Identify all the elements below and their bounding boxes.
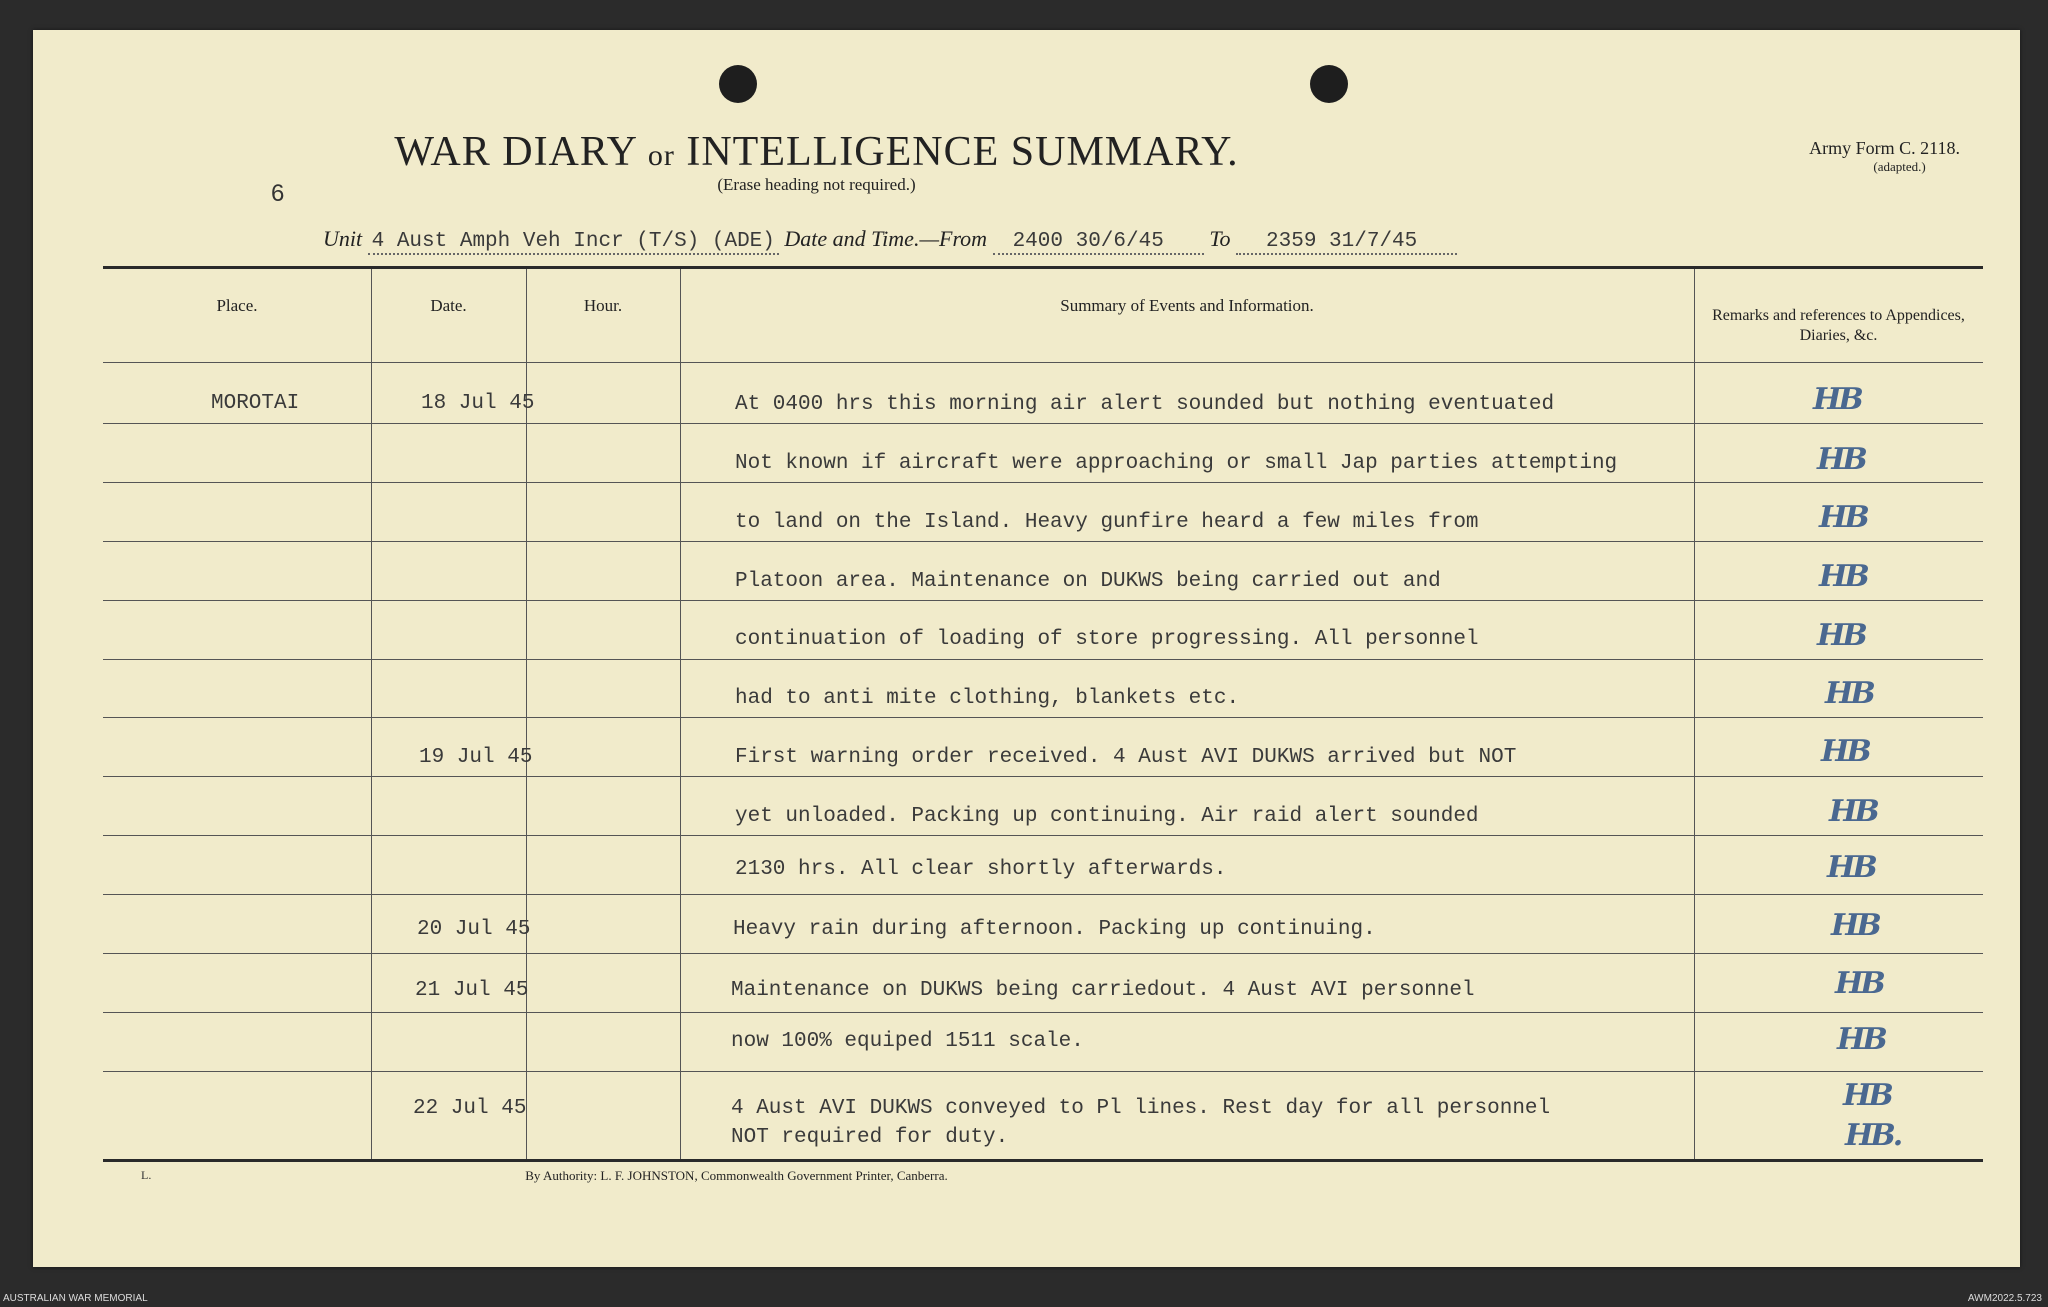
- col-divider: [1694, 266, 1695, 1162]
- col-header-remarks: Remarks and references to Appendices, Diaries, &c.: [1712, 307, 1965, 344]
- punch-hole-left: [719, 65, 757, 103]
- table-bottom-rule: [103, 1159, 1983, 1162]
- archive-reference: AWM2022.5.723: [1967, 1293, 2042, 1304]
- cell-summary: First warning order received. 4 Aust AVI DUKWS arrived but NOT: [735, 746, 1517, 769]
- col-divider: [680, 266, 681, 1162]
- cell-date: 22 Jul 45: [413, 1097, 527, 1120]
- cell-date: 18 Jul 45: [421, 392, 535, 415]
- initials-signature: HB: [1813, 382, 1861, 417]
- unit-value: 4 Aust Amph Veh Incr (T/S) (ADE): [368, 230, 779, 255]
- date-time-label: Date and Time.—From: [784, 226, 988, 251]
- cell-summary: 2130 hrs. All clear shortly afterwards.: [735, 858, 1227, 881]
- initials-signature: HB: [1835, 966, 1883, 1001]
- initials-signature: HB: [1825, 676, 1873, 711]
- footer-mark: L.: [141, 1168, 152, 1182]
- cell-summary: had to anti mite clothing, blankets etc.: [735, 687, 1240, 710]
- cell-summary: yet unloaded. Packing up continuing. Air raid alert sounded: [735, 805, 1479, 828]
- diary-page: [33, 30, 2020, 1267]
- row-rule: [103, 541, 1983, 542]
- row-rule: [103, 1012, 1983, 1013]
- col-divider: [371, 266, 372, 1162]
- form-title: [0, 128, 1810, 176]
- initials-signature: HB.: [1845, 1118, 1901, 1153]
- punch-hole-right: [1310, 65, 1348, 103]
- initials-signature: HB: [1827, 850, 1875, 885]
- col-header-hour: Hour.: [583, 296, 623, 315]
- army-form-label: [1809, 138, 1960, 175]
- army-form-number: Army Form C. 2118.: [1809, 138, 1960, 158]
- to-label: To: [1209, 226, 1231, 251]
- cell-summary: Not known if aircraft were approaching or small Jap parties attempting: [735, 452, 1618, 475]
- header-rule: [103, 362, 1983, 363]
- printer-authority: By Authority: L. F. JOHNSTON, Commonwealth Government Printer, Canberra.: [525, 1168, 948, 1183]
- initials-signature: HB: [1837, 1022, 1885, 1057]
- table-top-rule: [103, 266, 1983, 269]
- title-or: or: [647, 139, 675, 172]
- cell-summary: NOT required for duty.: [731, 1126, 1009, 1149]
- row-rule: [103, 600, 1983, 601]
- title-war-diary: WAR DIARY: [394, 129, 637, 175]
- row-rule: [103, 717, 1983, 718]
- col-header-place: Place.: [216, 296, 258, 315]
- cell-date: 21 Jul 45: [415, 979, 529, 1002]
- col-header-date: Date.: [430, 296, 467, 315]
- cell-summary: 4 Aust AVI DUKWS conveyed to Pl lines. Rest day for all personnel: [731, 1097, 1551, 1120]
- cell-summary: Platoon area. Maintenance on DUKWS being carried out and: [735, 570, 1441, 593]
- cell-summary: Heavy rain during afternoon. Packing up continuing.: [733, 918, 1376, 941]
- unit-line: [323, 226, 1623, 260]
- row-rule: [103, 894, 1983, 895]
- initials-signature: HB: [1817, 442, 1865, 477]
- col-header-summary: Summary of Events and Information.: [1060, 296, 1314, 315]
- initials-signature: HB: [1843, 1078, 1891, 1113]
- initials-signature: HB: [1821, 734, 1869, 769]
- initials-signature: HB: [1819, 500, 1867, 535]
- army-form-adapted: (adapted.): [1873, 159, 1926, 174]
- row-rule: [103, 423, 1983, 424]
- initials-signature: HB: [1817, 618, 1865, 653]
- row-rule: [103, 953, 1983, 954]
- erase-note: (Erase heading not required.): [717, 175, 916, 194]
- to-value: 2359 31/7/45: [1236, 230, 1457, 255]
- cell-date: 20 Jul 45: [417, 918, 531, 941]
- from-value: 2400 30/6/45: [993, 230, 1204, 255]
- cell-date: 19 Jul 45: [419, 746, 533, 769]
- row-rule: [103, 659, 1983, 660]
- cell-summary: continuation of loading of store progressing. All personnel: [735, 628, 1479, 651]
- cell-summary: At 0400 hrs this morning air alert sounded but nothing eventuated: [735, 393, 1555, 416]
- initials-signature: HB: [1819, 559, 1867, 594]
- initials-signature: HB: [1831, 908, 1879, 943]
- cell-summary: to land on the Island. Heavy gunfire heard a few miles from: [735, 511, 1479, 534]
- unit-label: Unit: [323, 226, 363, 251]
- page-number: 6: [271, 180, 285, 207]
- row-rule: [103, 482, 1983, 483]
- row-rule: [103, 1071, 1983, 1072]
- cell-summary: Maintenance on DUKWS being carriedout. 4 Aust AVI personnel: [731, 979, 1475, 1002]
- archive-credit: AUSTRALIAN WAR MEMORIAL: [3, 1293, 148, 1304]
- initials-signature: HB: [1829, 794, 1877, 829]
- cell-place: MOROTAI: [211, 392, 300, 415]
- row-rule: [103, 835, 1983, 836]
- row-rule: [103, 776, 1983, 777]
- diary-table: [103, 266, 1983, 1162]
- title-intelligence-summary: INTELLIGENCE SUMMARY.: [686, 129, 1239, 175]
- cell-summary: now 100% equiped 1511 scale.: [731, 1030, 1084, 1053]
